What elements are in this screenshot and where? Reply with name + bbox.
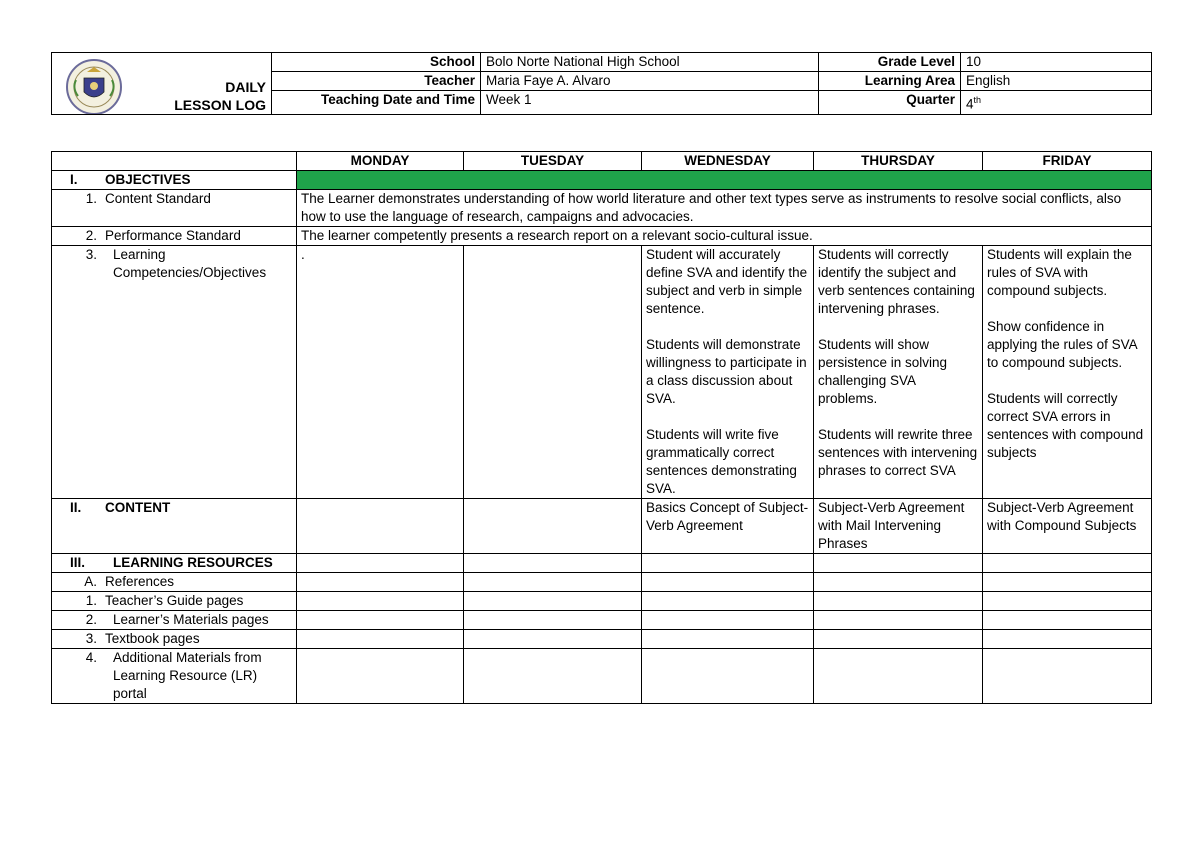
competencies-thursday: Students will correctly identify the subject and verb sentences containing intervening phrases. Students will show persistence in solving challenging SVA problems. Students will rewrite three sentences with intervening phrases to correct SVA [814,246,983,499]
content-row [52,499,1152,554]
objectives-heading: I. OBJECTIVES [52,171,297,190]
day-tuesday: TUESDAY [464,152,642,171]
content-monday [297,499,464,554]
header-table [51,52,1152,119]
performance-standard-row [52,227,1152,246]
quarter-label: Quarter [819,91,961,115]
teachers-guide-label: 1. Teacher’s Guide pages [52,592,297,611]
teacher-value: Maria Faye A. Alvaro [481,72,819,91]
learners-materials-row [52,611,1152,630]
school-label: School [272,53,481,72]
teaching-date-value: Week 1 [481,91,819,115]
content-tuesday [464,499,642,554]
performance-standard-label: 2. Performance Standard [52,227,297,246]
learners-materials-label: 2. Learner’s Materials pages [52,611,297,630]
title-line-1: DAILY [225,78,266,95]
objectives-green-bar [297,171,1152,190]
days-header-row [52,152,1152,171]
content-thursday: Subject-Verb Agreement with Mail Intervening Phrases [814,499,983,554]
day-monday: MONDAY [297,152,464,171]
content-wednesday: Basics Concept of Subject-Verb Agreement [642,499,814,554]
quarter-value: 4th [961,91,1152,115]
day-friday: FRIDAY [983,152,1152,171]
references-row [52,573,1152,592]
competencies-monday: . [297,246,464,499]
competencies-friday: Students will explain the rules of SVA with compound subjects. Show confidence in applying the rules of SVA to compound subjects. Students will correctly correct SVA errors in sentences with compound subjects [983,246,1152,499]
day-thursday: THURSDAY [814,152,983,171]
teaching-date-label: Teaching Date and Time [272,91,481,115]
textbook-pages-row [52,630,1152,649]
competencies-tuesday [464,246,642,499]
grade-level-value: 10 [961,53,1152,72]
teachers-guide-row [52,592,1152,611]
textbook-pages-label: 3. Textbook pages [52,630,297,649]
competencies-label: 3. Learning Competencies/Objectives [52,246,297,499]
additional-materials-row [52,649,1152,704]
content-standard-text: The Learner demonstrates understanding of how world literature and other text types serve as instruments to resolve social conflicts, also how to use the language of research, campaigns and advocacies. [297,190,1152,227]
competencies-wednesday: Student will accurately define SVA and identify the subject and verb in simple sentence. Students will demonstrate willingness to participate in a class discussion about SVA. Students will write five grammatically correct sentences demonstrating SVA. [642,246,814,499]
lesson-plan-table [51,151,1152,704]
content-friday: Subject-Verb Agreement with Compound Subjects [983,499,1152,554]
learning-area-value: English [961,72,1152,91]
references-label: A. References [52,573,297,592]
teacher-label: Teacher [272,72,481,91]
content-heading: II. CONTENT [52,499,297,554]
content-standard-row [52,190,1152,227]
additional-materials-label: 4. Additional Materials from Learning Resource (LR) portal [52,649,297,704]
performance-standard-text: The learner competently presents a research report on a relevant socio-cultural issue. [297,227,1152,246]
daily-lesson-log-title [52,53,272,115]
day-wednesday: WEDNESDAY [642,152,814,171]
learning-resources-row [52,554,1152,573]
competencies-row [52,246,1152,499]
content-standard-label: 1. Content Standard [52,190,297,227]
learning-area-label: Learning Area [819,72,961,91]
grade-level-label: Grade Level [819,53,961,72]
title-line-2: LESSON LOG [174,96,266,113]
school-value: Bolo Norte National High School [481,53,819,72]
learning-resources-heading: III. LEARNING RESOURCES [52,554,297,573]
objectives-section-row [52,171,1152,190]
